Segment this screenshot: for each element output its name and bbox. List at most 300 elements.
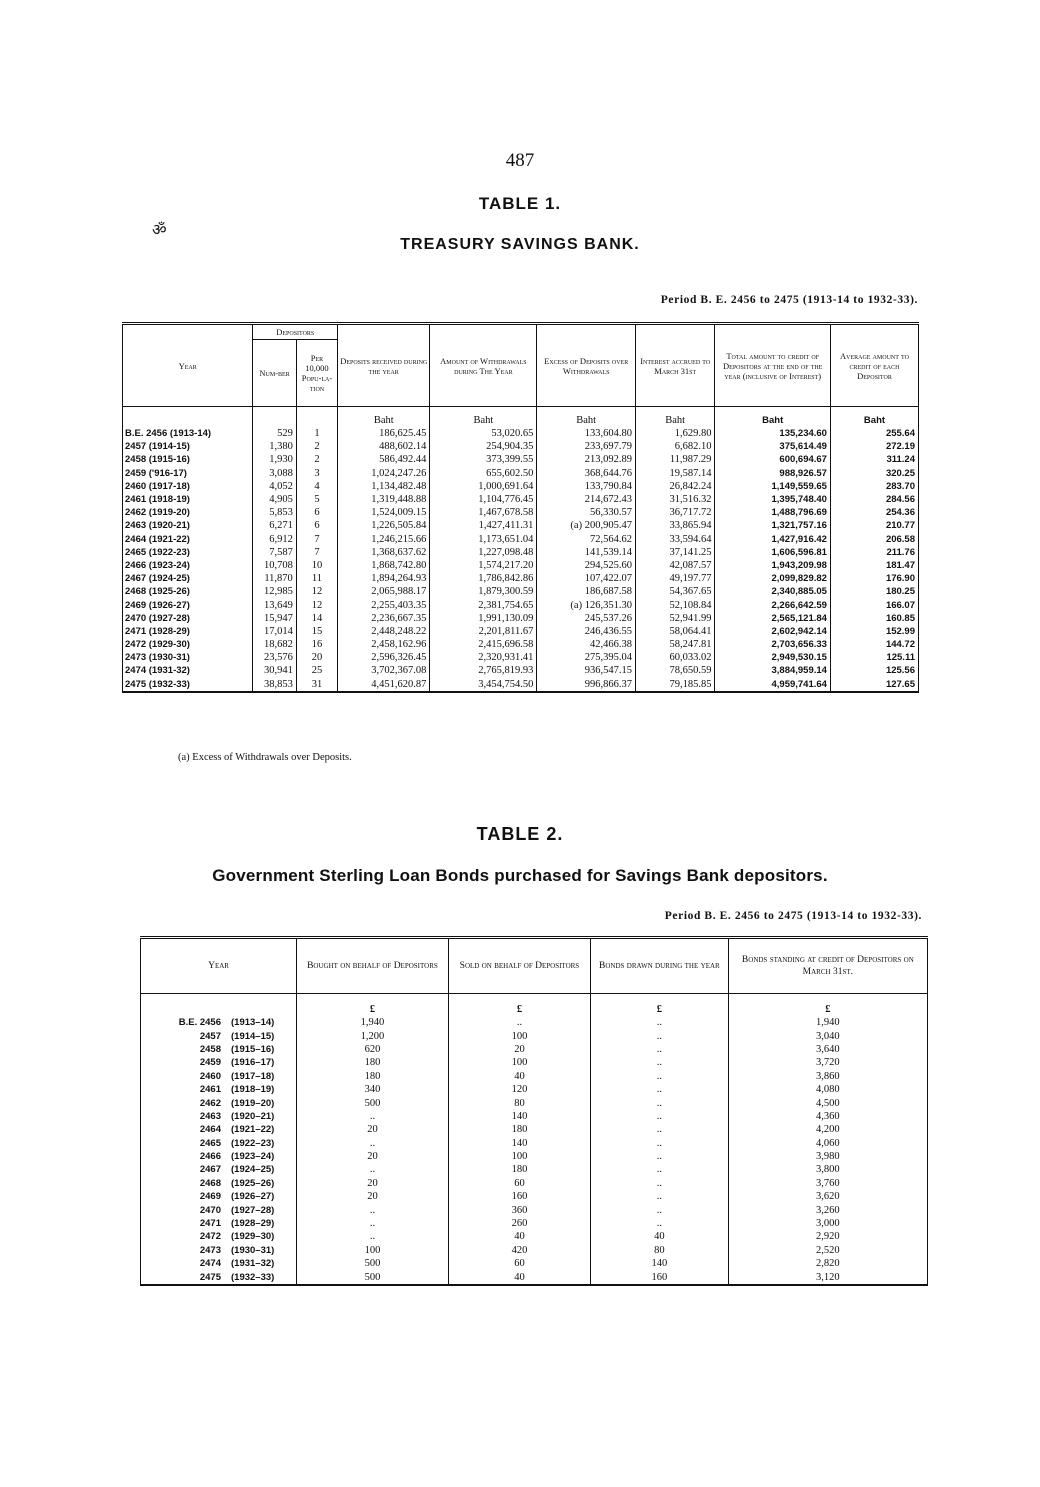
table-row [141,1029,928,1042]
row-year-range: (1918–19) [231,1084,275,1096]
row-deposits: 2,448,248.22 [338,625,430,638]
row-bought: 1,200 [297,1029,449,1042]
sterling-bonds-table [140,936,928,1286]
row-per-10000: 3 [296,467,337,480]
header-number: Num-ber [253,340,296,407]
row-standing: 4,360 [728,1110,927,1123]
row-average: 152.99 [830,625,918,638]
row-year-range: (1925–26) [231,1177,275,1189]
table-row [123,598,919,611]
table-row [141,1043,928,1056]
header-year: Year [141,938,297,994]
row-interest: 26,842.24 [635,480,714,493]
row-standing: 3,640 [728,1043,927,1056]
row-bought: 20 [297,1190,449,1203]
row-deposits: 1,524,009.15 [338,506,430,519]
row-per-10000: 6 [296,506,337,519]
row-year [141,1096,297,1109]
row-excess: 214,672.43 [537,493,636,506]
row-be-year: 2457 [199,1030,221,1042]
row-standing: 3,760 [728,1177,927,1190]
row-drawn: .. [591,1056,729,1069]
row-withdrawals: 1,879,300.59 [430,585,537,598]
units-row [141,994,928,1017]
header-interest: Interest accrued to March 31st [635,324,714,407]
row-drawn: 160 [591,1270,729,1284]
row-sold: 100 [448,1029,590,1042]
row-number: 23,576 [253,651,296,664]
row-drawn: .. [591,1083,729,1096]
row-year-range: (1921–22) [231,1124,275,1136]
unit-total: Baht [715,407,831,428]
header-average-amount: Average amount to credit of each Depositor [830,324,918,407]
row-bought: 180 [297,1056,449,1069]
row-withdrawals: 1,991,130.09 [430,612,537,625]
row-number: 5,853 [253,506,296,519]
row-average: 311.24 [830,453,918,466]
row-drawn: 140 [591,1257,729,1270]
row-year [141,1029,297,1042]
table1-title: TREASURY SAVINGS BANK. [400,236,640,253]
row-bought: .. [297,1110,449,1123]
table-row [141,1083,928,1096]
header-depositors: Depositors [253,324,338,340]
row-deposits: 586,492.44 [338,453,430,466]
row-number: 15,947 [253,612,296,625]
table-row [141,1056,928,1069]
row-sold: 60 [448,1257,590,1270]
row-year-range: (1930–31) [231,1244,275,1256]
row-standing: 4,500 [728,1096,927,1109]
table-row [123,533,919,546]
table-row [141,1150,928,1163]
row-total: 375,614.49 [715,440,831,453]
table-row [123,559,919,572]
table-row [123,638,919,651]
row-year-range: (1916–17) [231,1057,275,1069]
row-excess: 245,537.26 [537,612,636,625]
row-sold: 40 [448,1070,590,1083]
row-withdrawals: 254,904.35 [430,440,537,453]
row-interest: 54,367.65 [635,585,714,598]
unit-deposits: Baht [338,407,430,428]
row-per-10000: 31 [296,678,337,692]
row-average: 125.11 [830,651,918,664]
row-be-year: 2473 [199,1244,221,1256]
row-number: 3,088 [253,467,296,480]
row-standing: 3,000 [728,1217,927,1230]
table-row [141,1203,928,1216]
row-withdrawals: 1,427,411.31 [430,519,537,532]
row-year: 2473 (1930-31) [123,651,253,664]
row-number: 13,649 [253,598,296,611]
row-number: 1,930 [253,453,296,466]
row-year: 2472 (1929-30) [123,638,253,651]
row-be-year: 2475 [199,1271,221,1283]
row-total: 1,488,796.69 [715,506,831,519]
table-row [123,651,919,664]
row-year-range: (1928–29) [231,1218,275,1230]
row-interest: 6,682.10 [635,440,714,453]
row-per-10000: 7 [296,533,337,546]
row-withdrawals: 3,454,754.50 [430,678,537,692]
table-row [123,480,919,493]
row-excess: 246,436.55 [537,625,636,638]
row-number: 38,853 [253,678,296,692]
row-year-range: (1922–23) [231,1137,275,1149]
row-excess: 141,539.14 [537,546,636,559]
row-average: 125.56 [830,664,918,677]
row-year-range: (1913–14) [231,1017,275,1029]
row-year [141,1163,297,1176]
table-row [123,664,919,677]
row-drawn: 40 [591,1230,729,1243]
row-average: 180.25 [830,585,918,598]
row-year: 2471 (1928-29) [123,625,253,638]
row-be-year: 2467 [199,1164,221,1176]
header-drawn: Bonds drawn during the year [591,938,729,994]
row-year [141,1230,297,1243]
row-excess: 996,866.37 [537,678,636,692]
row-year-range: (1923–24) [231,1151,275,1163]
row-year [141,1270,297,1284]
row-bought: .. [297,1163,449,1176]
row-year-range: (1926–27) [231,1191,275,1203]
row-number: 4,905 [253,493,296,506]
table-row [141,1270,928,1284]
row-total: 2,565,121.84 [715,612,831,625]
row-standing: 3,800 [728,1163,927,1176]
row-drawn: 80 [591,1244,729,1257]
row-sold: 140 [448,1137,590,1150]
row-interest: 31,516.32 [635,493,714,506]
row-standing: 2,820 [728,1257,927,1270]
table-row [141,1123,928,1136]
row-total: 1,427,916.42 [715,533,831,546]
row-drawn: .. [591,1203,729,1216]
row-excess: 133,790.84 [537,480,636,493]
row-bought: 100 [297,1244,449,1257]
row-total: 1,321,757.16 [715,519,831,532]
row-average: 144.72 [830,638,918,651]
page-number: 487 [505,150,535,171]
table-row [123,572,919,585]
row-sold: 60 [448,1177,590,1190]
row-per-10000: 1 [296,427,337,440]
row-be-year: 2465 [199,1137,221,1149]
row-drawn: .. [591,1150,729,1163]
header-withdrawals: Amount of Withdrawals during The Year [430,324,537,407]
row-year: 2466 (1923-24) [123,559,253,572]
row-deposits: 4,451,620.87 [338,678,430,692]
row-sold: 160 [448,1190,590,1203]
row-standing: 4,060 [728,1137,927,1150]
row-total: 2,949,530.15 [715,651,831,664]
row-interest: 33,865.94 [635,519,714,532]
row-deposits: 488,602.14 [338,440,430,453]
unit-standing: £ [728,994,927,1017]
row-deposits: 1,226,505.84 [338,519,430,532]
row-interest: 19,587.14 [635,467,714,480]
row-bought: 20 [297,1123,449,1136]
table2-title: Government Sterling Loan Bonds purchased for Savings Bank depositors. [212,866,828,885]
table-row [141,1163,928,1176]
row-year: 2464 (1921-22) [123,533,253,546]
row-drawn: .. [591,1137,729,1150]
row-bought: 500 [297,1257,449,1270]
row-total: 2,266,642.59 [715,598,831,611]
row-average: 255.64 [830,427,918,440]
row-excess: 72,564.62 [537,533,636,546]
header-bought: Bought on behalf of Depositors [297,938,449,994]
row-total: 2,099,829.82 [715,572,831,585]
row-deposits: 3,702,367.08 [338,664,430,677]
row-year: 2463 (1920-21) [123,519,253,532]
row-excess: 233,697.79 [537,440,636,453]
row-deposits: 2,255,403.35 [338,598,430,611]
row-total: 1,395,748.40 [715,493,831,506]
row-year [141,1203,297,1216]
row-number: 6,912 [253,533,296,546]
row-sold: 40 [448,1270,590,1284]
row-number: 1,380 [253,440,296,453]
row-standing: 3,980 [728,1150,927,1163]
row-year-range: (1917–18) [231,1070,275,1082]
row-average: 284.56 [830,493,918,506]
row-excess: 936,547.15 [537,664,636,677]
row-sold: .. [448,1016,590,1029]
row-year [141,1016,297,1029]
row-number: 4,052 [253,480,296,493]
row-year: 2474 (1931-32) [123,664,253,677]
row-interest: 49,197.77 [635,572,714,585]
row-deposits: 1,246,215.66 [338,533,430,546]
row-excess: 56,330.57 [537,506,636,519]
row-interest: 37,141.25 [635,546,714,559]
row-year [141,1257,297,1270]
table-row [123,625,919,638]
row-year-range: (1914–15) [231,1030,275,1042]
row-deposits: 2,236,667.35 [338,612,430,625]
row-average: 272.19 [830,440,918,453]
row-withdrawals: 1,173,651.04 [430,533,537,546]
row-year-range: (1929–30) [231,1231,275,1243]
row-excess: 107,422.07 [537,572,636,585]
row-interest: 52,108.84 [635,598,714,611]
row-standing: 2,920 [728,1230,927,1243]
row-withdrawals: 1,227,098.48 [430,546,537,559]
row-year [141,1110,297,1123]
row-withdrawals: 1,786,842.86 [430,572,537,585]
row-year [141,1217,297,1230]
table-row [123,546,919,559]
table-row [141,1110,928,1123]
table1-footnote: (a) Excess of Withdrawals over Deposits. [178,752,352,763]
row-bought: .. [297,1230,449,1243]
row-year: 2459 ('916-17) [123,467,253,480]
row-per-10000: 12 [296,598,337,611]
row-deposits: 1,134,482.48 [338,480,430,493]
row-drawn: .. [591,1110,729,1123]
row-standing: 4,200 [728,1123,927,1136]
row-drawn: .. [591,1217,729,1230]
row-interest: 58,247.81 [635,638,714,651]
row-drawn: .. [591,1163,729,1176]
row-deposits: 2,458,162.96 [338,638,430,651]
row-year [141,1137,297,1150]
row-average: 176.90 [830,572,918,585]
row-interest: 52,941.99 [635,612,714,625]
row-be-year: 2468 [199,1177,221,1189]
table-row [141,1257,928,1270]
row-deposits: 2,596,326.45 [338,651,430,664]
row-year [141,1150,297,1163]
row-excess: (a) 200,905.47 [537,519,636,532]
row-per-10000: 6 [296,519,337,532]
row-interest: 79,185.85 [635,678,714,692]
row-per-10000: 7 [296,546,337,559]
row-sold: 180 [448,1123,590,1136]
row-bought: 500 [297,1096,449,1109]
row-drawn: .. [591,1016,729,1029]
table1-period: Period B. E. 2456 to 2475 (1913-14 to 1932-33). [660,294,918,306]
row-deposits: 1,894,264.93 [338,572,430,585]
table-row [123,519,919,532]
row-year [141,1244,297,1257]
row-withdrawals: 53,020.65 [430,427,537,440]
table-row [141,1070,928,1083]
row-per-10000: 12 [296,585,337,598]
row-year: B.E. 2456 (1913-14) [123,427,253,440]
row-year-range: (1924–25) [231,1164,275,1176]
row-excess: 213,092.89 [537,453,636,466]
row-total: 1,943,209.98 [715,559,831,572]
row-year: 2469 (1926-27) [123,598,253,611]
row-per-10000: 20 [296,651,337,664]
row-sold: 100 [448,1056,590,1069]
row-withdrawals: 1,000,691.64 [430,480,537,493]
row-interest: 58,064.41 [635,625,714,638]
row-per-10000: 2 [296,453,337,466]
row-be-year: 2458 [199,1043,221,1055]
row-standing: 3,620 [728,1190,927,1203]
row-bought: 20 [297,1177,449,1190]
table-row [123,453,919,466]
row-interest: 33,594.64 [635,533,714,546]
row-interest: 78,650.59 [635,664,714,677]
row-year [141,1083,297,1096]
row-bought: 500 [297,1270,449,1284]
row-year-range: (1920–21) [231,1110,275,1122]
row-be-year: 2471 [199,1218,221,1230]
row-sold: 260 [448,1217,590,1230]
row-drawn: .. [591,1177,729,1190]
unit-sold: £ [448,994,590,1017]
margin-mark: ॐ [152,222,167,239]
row-year: 2465 (1922-23) [123,546,253,559]
row-number: 17,014 [253,625,296,638]
row-withdrawals: 373,399.55 [430,453,537,466]
table-row [141,1230,928,1243]
row-per-10000: 14 [296,612,337,625]
table-row [141,1096,928,1109]
row-total: 600,694.67 [715,453,831,466]
row-be-year: 2472 [199,1231,221,1243]
header-per-10000: Per 10,000 Popu-la-tion [296,340,337,407]
unit-drawn: £ [591,994,729,1017]
row-excess: 42,466.38 [537,638,636,651]
row-sold: 80 [448,1096,590,1109]
unit-excess: Baht [537,407,636,428]
header-sold: Sold on behalf of Depositors [448,938,590,994]
row-year [141,1190,297,1203]
unit-bought: £ [297,994,449,1017]
row-withdrawals: 2,201,811.67 [430,625,537,638]
row-excess: 294,525.60 [537,559,636,572]
row-number: 10,708 [253,559,296,572]
row-year: 2457 (1914-15) [123,440,253,453]
row-number: 6,271 [253,519,296,532]
row-per-10000: 10 [296,559,337,572]
row-per-10000: 11 [296,572,337,585]
row-year-range: (1927–28) [231,1204,275,1216]
units-row [123,407,919,428]
row-year [141,1056,297,1069]
row-deposits: 186,625.45 [338,427,430,440]
row-drawn: .. [591,1123,729,1136]
row-excess: 275,395.04 [537,651,636,664]
row-total: 4,959,741.64 [715,678,831,692]
row-per-10000: 5 [296,493,337,506]
row-bought: .. [297,1217,449,1230]
row-sold: 140 [448,1110,590,1123]
row-year-range: (1932–33) [231,1271,275,1283]
row-year: 2468 (1925-26) [123,585,253,598]
row-sold: 40 [448,1230,590,1243]
table-row [141,1217,928,1230]
row-bought: 20 [297,1150,449,1163]
row-deposits: 1,319,448.88 [338,493,430,506]
row-total: 1,149,559.65 [715,480,831,493]
row-be-year: 2474 [199,1258,221,1270]
header-deposits-received: Deposits received during the year [338,324,430,407]
row-deposits: 1,368,637.62 [338,546,430,559]
row-bought: 620 [297,1043,449,1056]
table-row [141,1190,928,1203]
row-standing: 3,120 [728,1270,927,1284]
header-standing: Bonds standing at credit of Depositors on March 31st. [728,938,927,994]
table-row [141,1177,928,1190]
row-bought: .. [297,1203,449,1216]
row-year: 2462 (1919-20) [123,506,253,519]
header-year: Year [123,324,253,407]
row-sold: 20 [448,1043,590,1056]
table-row [123,427,919,440]
row-year: 2458 (1915-16) [123,453,253,466]
row-withdrawals: 2,320,931.41 [430,651,537,664]
table-row [123,585,919,598]
row-withdrawals: 1,104,776.45 [430,493,537,506]
table-row [123,467,919,480]
row-withdrawals: 2,381,754.65 [430,598,537,611]
header-total-amount: Total amount to credit of Depositors at the end of the year (inclusive of Interest) [715,324,831,407]
row-drawn: .. [591,1029,729,1042]
row-standing: 3,860 [728,1070,927,1083]
row-total: 2,602,942.14 [715,625,831,638]
row-withdrawals: 655,602.50 [430,467,537,480]
row-interest: 36,717.72 [635,506,714,519]
row-average: 210.77 [830,519,918,532]
